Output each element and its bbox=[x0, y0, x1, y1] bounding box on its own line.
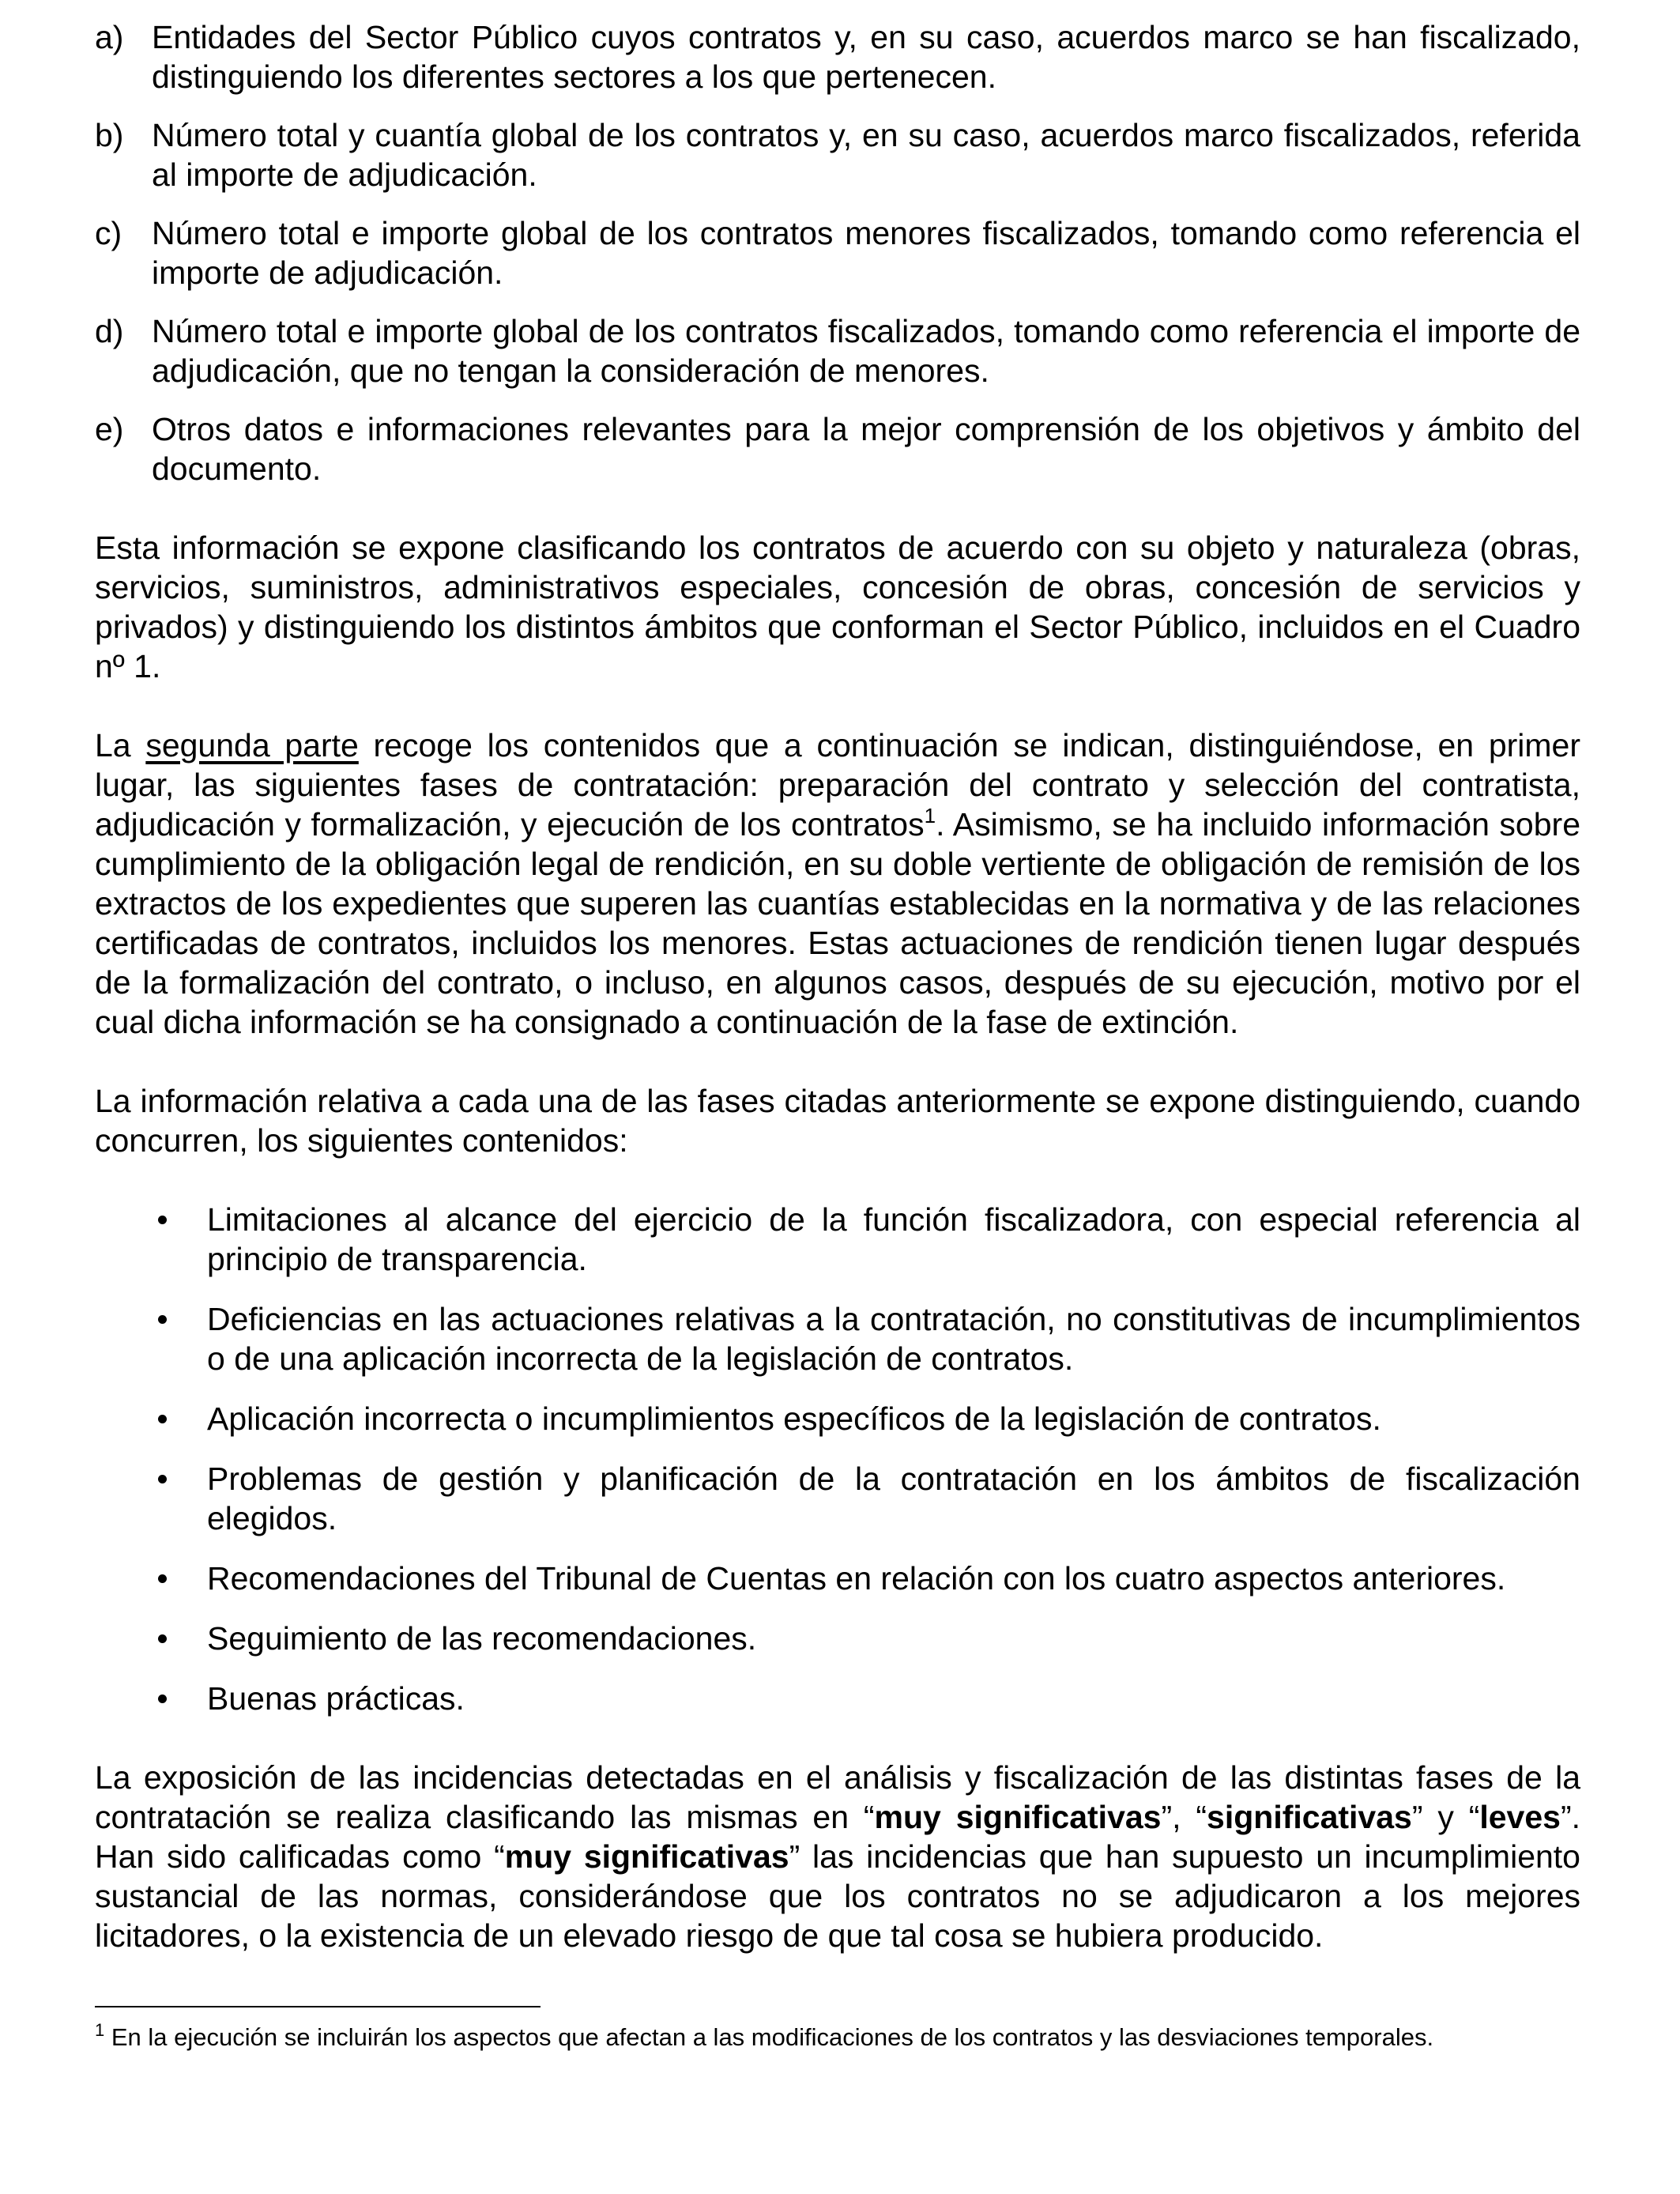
footnote-reference[interactable]: 1 bbox=[924, 804, 936, 827]
list-item-text: Seguimiento de las recomendaciones. bbox=[207, 1620, 757, 1657]
list-item bbox=[95, 1559, 1580, 1598]
paragraph-phases: La información relativa a cada una de las fases citadas anteriormente se expone distinguiendo, cuando concurren, los siguientes contenidos: bbox=[95, 1083, 1580, 1159]
bullet-icon bbox=[95, 1459, 207, 1538]
underlined-text: segunda parte bbox=[145, 727, 359, 763]
list-item-text: Número total e importe global de los contratos fiscalizados, tomando como referencia el importe de adjudicación, que no tengan la consideración de menores. bbox=[152, 313, 1580, 389]
footnote-separator bbox=[95, 2006, 541, 2007]
list-item bbox=[95, 1459, 1580, 1538]
paragraph-incidents bbox=[95, 1758, 1580, 1955]
list-item-label: c) bbox=[95, 215, 122, 251]
list-item bbox=[95, 409, 1580, 488]
text-run: ” y “ bbox=[1411, 1799, 1480, 1835]
list-item-text: Aplicación incorrecta o incumplimientos específicos de la legislación de contratos. bbox=[207, 1400, 1381, 1437]
list-item-label: e) bbox=[95, 411, 124, 447]
text-run: . Asimismo, se ha incluido información sobre cumplimiento de la obligación legal de rendición, en su doble vertiente de obligación de remisión de los extractos de los expedientes que superen las cuantías establecidas en la normativa y de las relaciones certificadas de contratos, incluidos los menores. Estas actuaciones de rendición tienen lugar después de la formalización del contrato, o incluso, en algunos casos, después de su ejecución, motivo por el cual dicha información se ha consignado a continuación de la fase de extinción. bbox=[95, 806, 1580, 1040]
paragraph-classification: Esta información se expone clasificando los contratos de acuerdo con su objeto y naturaleza (obras, servicios, suministros, administrativos especiales, concesión de obras, concesión de servicios y privados) y distinguiendo los distintos ámbitos que conforman el Sector Público, incluidos en el Cuadro nº 1. bbox=[95, 530, 1580, 684]
bold-term: muy significativas bbox=[874, 1799, 1162, 1835]
list-item bbox=[95, 213, 1580, 292]
text-run: La bbox=[95, 727, 146, 763]
paragraph-second-part bbox=[95, 726, 1580, 1042]
footnote bbox=[95, 2022, 1580, 2053]
bullet-icon bbox=[95, 1200, 207, 1279]
alpha-list bbox=[95, 17, 1580, 488]
bold-term: muy significativas bbox=[504, 1838, 789, 1875]
list-item bbox=[95, 115, 1580, 194]
list-item-text: Otros datos e informaciones relevantes para la mejor comprensión de los objetivos y ámbito del documento. bbox=[152, 411, 1580, 487]
text-run: ”, “ bbox=[1161, 1799, 1207, 1835]
list-item-text: Recomendaciones del Tribunal de Cuentas en relación con los cuatro aspectos anteriores. bbox=[207, 1560, 1506, 1596]
list-item bbox=[95, 1200, 1580, 1279]
text-run: ”. Han sido calificadas como “ bbox=[95, 1799, 1581, 1875]
text-run: La exposición de las incidencias detectadas en el análisis y fiscalización de las distintas fases de la contratación se realiza clasificando las mismas en “ bbox=[95, 1759, 1580, 1835]
text-run: ” las incidencias que han supuesto un incumplimiento sustancial de las normas, considerándose que los contratos no se adjudicaron a los mejores licitadores, o la existencia de un elevado riesgo de que tal cosa se hubiera producido. bbox=[95, 1838, 1580, 1954]
footnote-number: 1 bbox=[95, 2020, 105, 2040]
bullet-icon bbox=[95, 1679, 207, 1718]
list-item bbox=[95, 1679, 1580, 1718]
list-item-text: Limitaciones al alcance del ejercicio de la función fiscalizadora, con especial referencia al principio de transparencia. bbox=[207, 1201, 1580, 1277]
list-item-text: Entidades del Sector Público cuyos contratos y, en su caso, acuerdos marco se han fiscalizado, distinguiendo los diferentes sectores a los que pertenecen. bbox=[152, 19, 1580, 95]
list-item bbox=[95, 17, 1580, 96]
list-item-text: Número total y cuantía global de los contratos y, en su caso, acuerdos marco fiscalizados, referida al importe de adjudicación. bbox=[152, 117, 1580, 193]
footnote-text: En la ejecución se incluirán los aspectos que afectan a las modificaciones de los contratos y las desviaciones temporales. bbox=[104, 2023, 1434, 2051]
text-run: recoge los contenidos que a continuación se indican, distinguiéndose, en primer lugar, las siguientes fases de contratación: preparación del contrato y selección del contratista, adjudicación y formalización, y ejecución de los contratos bbox=[95, 727, 1581, 843]
list-item bbox=[95, 1399, 1580, 1438]
bullet-icon bbox=[95, 1399, 207, 1438]
list-item-text: Número total e importe global de los contratos menores fiscalizados, tomando como referencia el importe de adjudicación. bbox=[152, 215, 1580, 291]
bullet-icon bbox=[95, 1619, 207, 1658]
list-item-text: Deficiencias en las actuaciones relativas a la contratación, no constitutivas de incumplimientos o de una aplicación incorrecta de la legislación de contratos. bbox=[207, 1301, 1580, 1377]
list-item-text: Problemas de gestión y planificación de la contratación en los ámbitos de fiscalización elegidos. bbox=[207, 1461, 1580, 1536]
list-item bbox=[95, 1619, 1580, 1658]
list-item-label: a) bbox=[95, 19, 124, 55]
bullet-icon bbox=[95, 1559, 207, 1598]
list-item bbox=[95, 1299, 1580, 1378]
bold-term: leves bbox=[1479, 1799, 1561, 1835]
list-item-label: d) bbox=[95, 313, 124, 349]
bullet-icon bbox=[95, 1299, 207, 1378]
list-item-label: b) bbox=[95, 117, 124, 153]
bold-term: significativas bbox=[1207, 1799, 1412, 1835]
list-item-text: Buenas prácticas. bbox=[207, 1680, 465, 1717]
list-item bbox=[95, 311, 1580, 390]
bullet-list bbox=[95, 1200, 1580, 1718]
document-body bbox=[95, 17, 1580, 1955]
